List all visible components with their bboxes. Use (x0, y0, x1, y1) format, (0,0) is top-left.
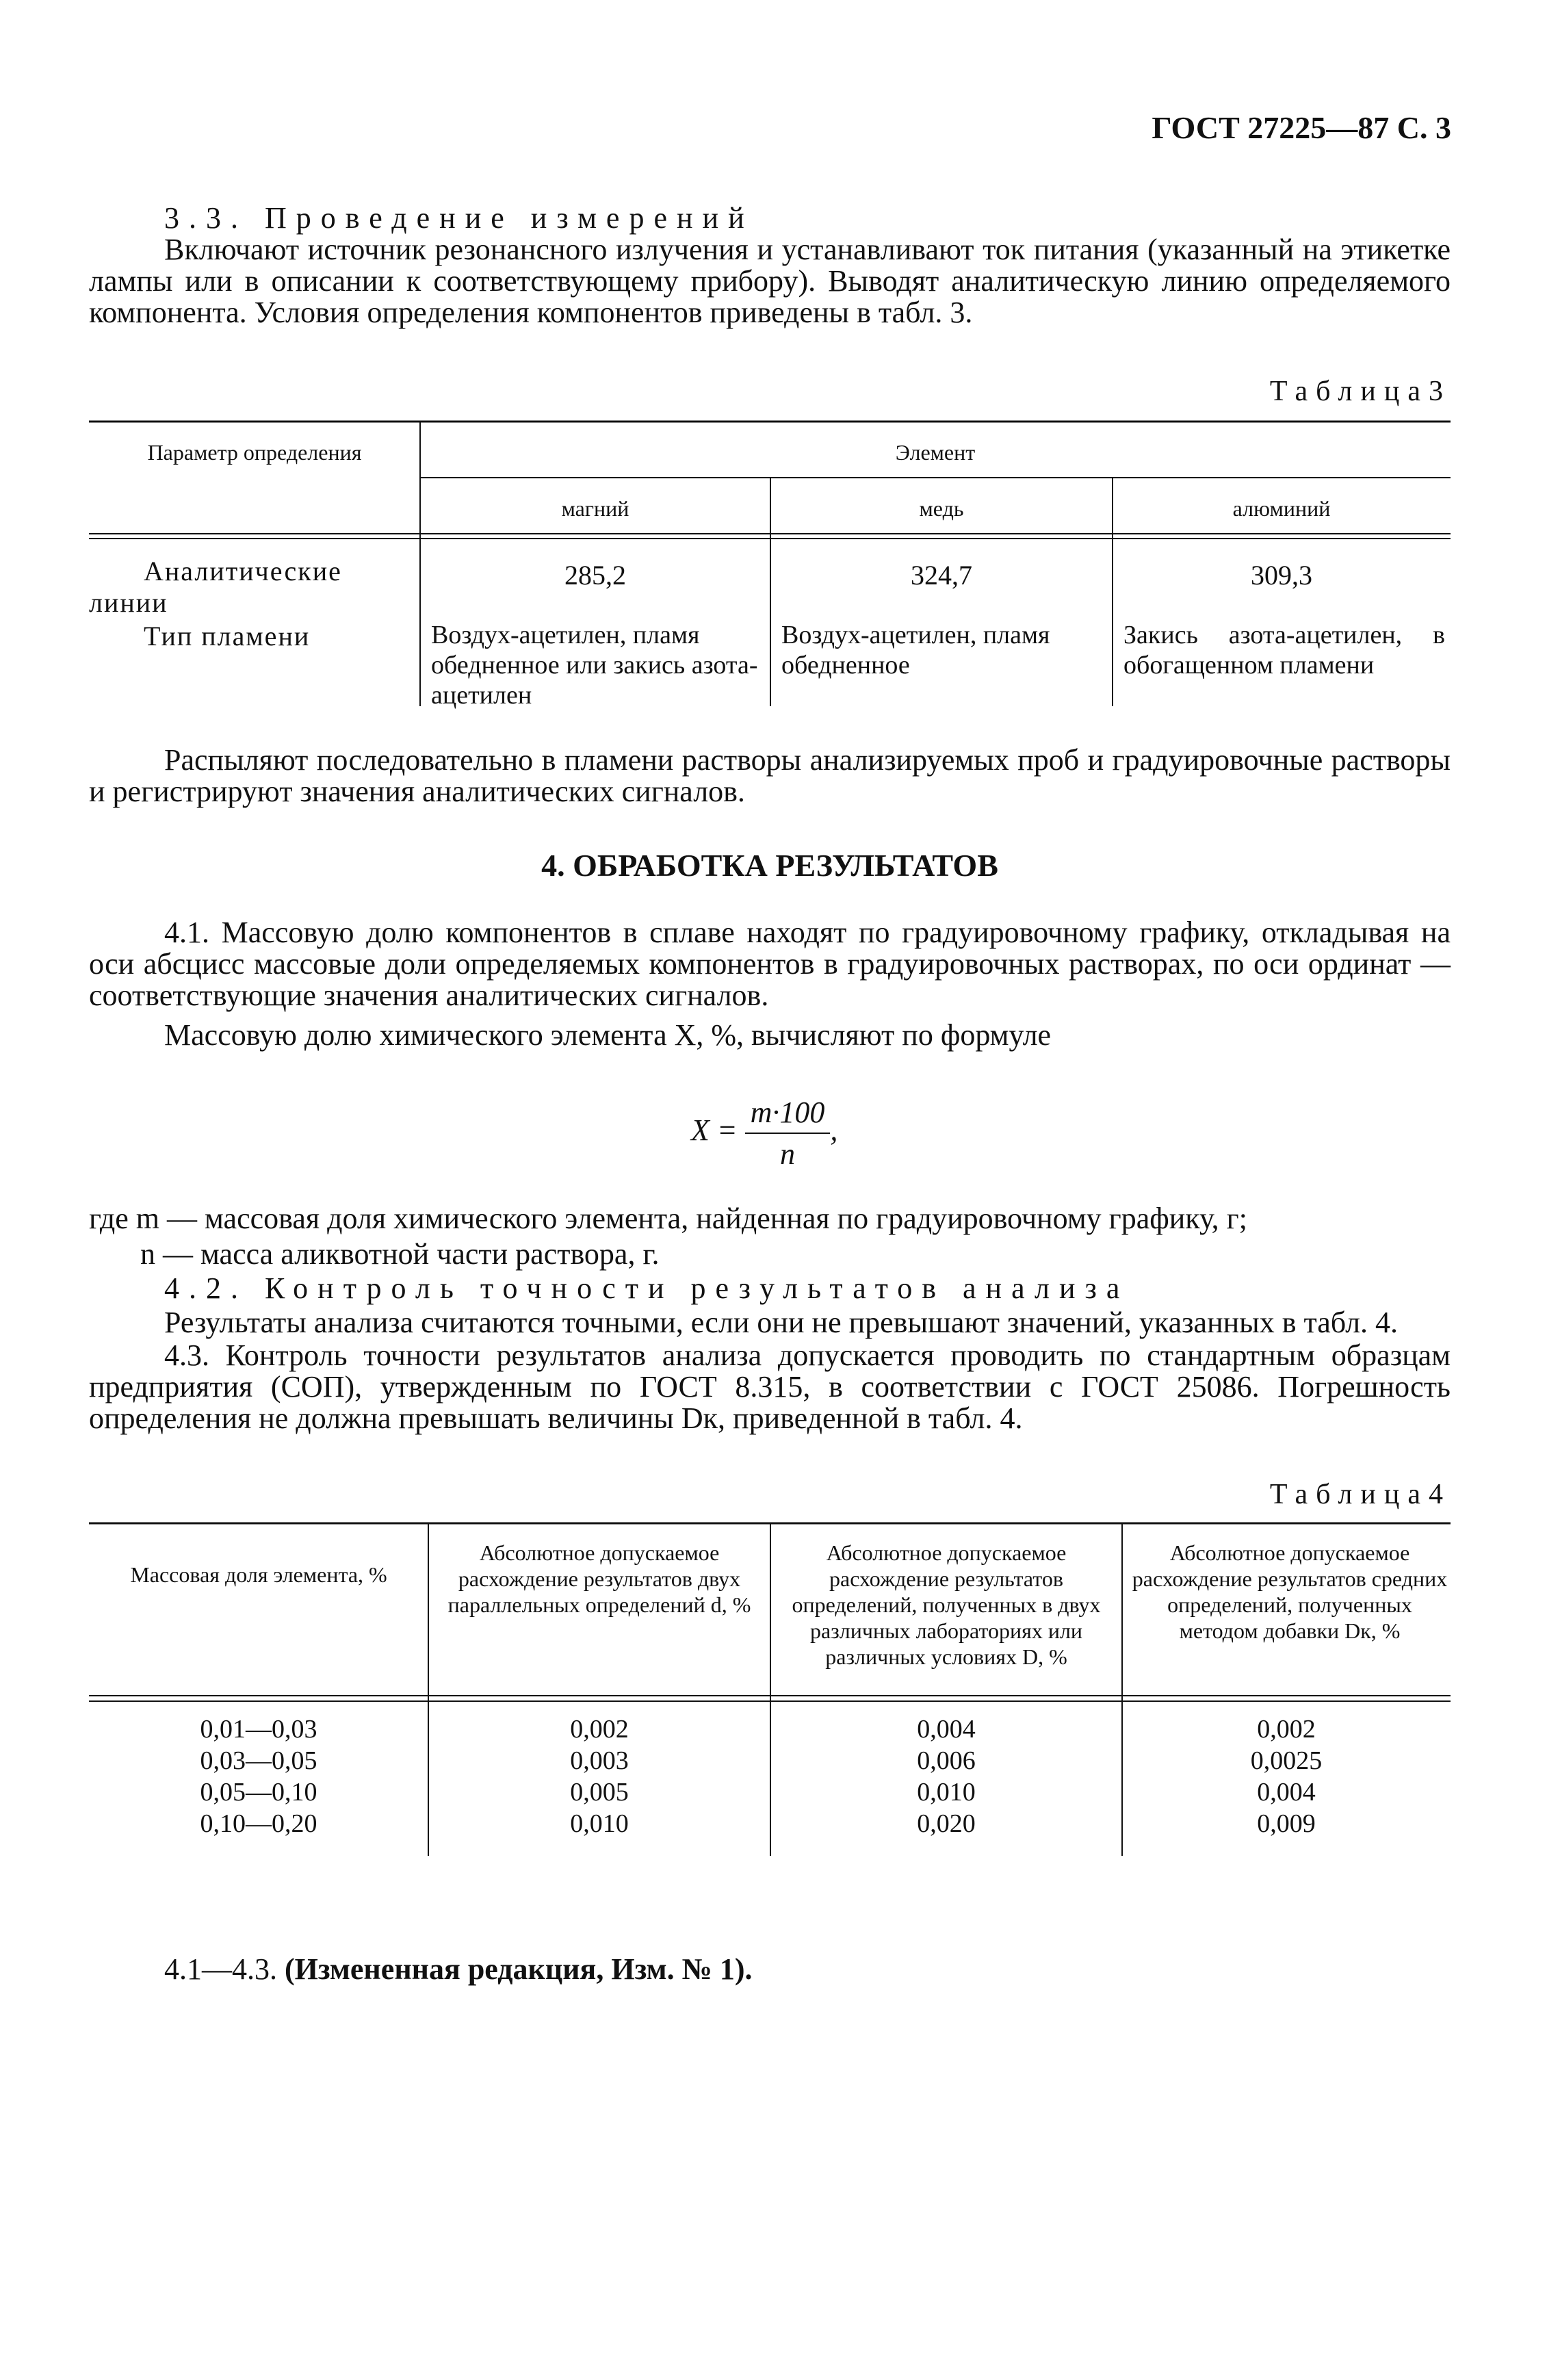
table4-cell: 0,002 (570, 1715, 629, 1744)
table-row (89, 1776, 1451, 1808)
formula-tail: , (830, 1113, 838, 1148)
table4-cell: 0,006 (917, 1746, 976, 1775)
where-n-line: n — масса аликвотной части раствора, г. (140, 1237, 660, 1271)
table4-cell: 0,0025 (1250, 1746, 1323, 1775)
table4-body (89, 1713, 1451, 1839)
table4-cell: 0,005 (570, 1778, 629, 1807)
table4 (89, 1521, 1451, 1856)
table3-row2-mg: Воздух-ацетилен, пламя обедненное или закись азота-ацетилен (431, 621, 758, 710)
section-4-2-text: Результаты анализа считаются точными, если они не превышают значений, указанных в табл. 4. (164, 1306, 1399, 1339)
table4-cell: 0,002 (1257, 1715, 1316, 1744)
formula-denominator: n (779, 1137, 795, 1171)
section-4-3-text: 4.3. Контроль точности результатов анализа допускается проводить по стандартным образцам предприятия (СОП), утвержденным по ГОСТ 8.315, в соответствии с ГОСТ 25086. Погрешность определения не должна превышать величины Dк, приведенной в табл. 4. (89, 1338, 1451, 1435)
formula-lhs: X = (691, 1113, 738, 1148)
table3-label: Таблица3 (1269, 376, 1451, 407)
table3-row1-label: Аналитические линии (89, 556, 342, 618)
table3-row1-mg: 285,2 (564, 560, 626, 591)
section-4-1-text: 4.1. Массовую долю компонентов в сплаве находят по градуировочному графику, откладывая на оси абсцисс массовые доли определяемых компонентов в градуировочных растворах, по оси ординат — соответствующие значения аналитических сигналов. (89, 916, 1451, 1012)
section-4-1-formula-intro: Массовую долю химического элемента X, %, вычисляют по формуле (164, 1018, 1052, 1052)
table4-cell: 0,01—0,03 (200, 1715, 317, 1744)
table4-header-addition: Абсолютное допускаемое расхождение результатов средних определений, полученных методом добавки Dк, % (1132, 1540, 1448, 1643)
table3-header-param: Параметр определения (147, 440, 362, 465)
table3-row1-al: 309,3 (1251, 560, 1312, 591)
table4-cell: 0,020 (917, 1809, 976, 1838)
section-4-title: 4. ОБРАБОТКА РЕЗУЛЬТАТОВ (541, 848, 998, 883)
table4-header-mass-fraction: Массовая доля элемента, % (130, 1562, 387, 1587)
table4-cell: 0,010 (570, 1809, 629, 1838)
amendment-text: (Измененная редакция, Изм. № 1). (285, 1952, 753, 1986)
amendment-note (164, 1954, 752, 1985)
table3-col-magnesium: магний (561, 496, 629, 521)
table4-cell: 0,009 (1257, 1809, 1316, 1838)
section-3-3-text: Включают источник резонансного излучения и устанавливают ток питания (указанный на этикетке лампы или в описании к соответствующему прибору). Выводят аналитическую линию определяемого компонента. Условия определения компонентов приведены в табл. 3. (89, 233, 1451, 329)
section-4-2-title: 4.2. Контроль точности результатов анализа (164, 1271, 1130, 1305)
table4-cell: 0,004 (1257, 1778, 1316, 1807)
formula (691, 1095, 837, 1172)
table3-col-aluminium: алюминий (1232, 496, 1331, 521)
table4-header-parallel: Абсолютное допускаемое расхождение результатов двух параллельных определений d, % (447, 1540, 751, 1617)
table4-label: Таблица4 (1269, 1479, 1451, 1510)
table3-row2-cu: Воздух-ацетилен, пламя обедненное (781, 621, 1050, 680)
section-3-3-title: 3.3. Проведение измерений (164, 201, 754, 235)
table4-cell: 0,003 (570, 1746, 629, 1775)
table3-col-copper: медь (919, 496, 964, 521)
table4-header-labs: Абсолютное допускаемое расхождение результатов определений, полученных в двух различных лабораториях или различных условиях D, % (792, 1540, 1101, 1669)
table-row (89, 1713, 1451, 1745)
table4-cell: 0,10—0,20 (200, 1809, 317, 1838)
table3-header-element: Элемент (895, 440, 976, 465)
paragraph-after-table3: Распыляют последовательно в пламени растворы анализируемых проб и градуировочные растворы и регистрируют значения аналитических сигналов. (89, 743, 1451, 808)
table3 (89, 419, 1451, 710)
table3-row2-al: Закись азота-ацетилен, в обогащенном пламени (1123, 621, 1445, 680)
where-m-line: где m — массовая доля химического элемента, найденная по градуировочному графику, г; (89, 1202, 1247, 1235)
table-row (89, 1745, 1451, 1776)
table3-row2-label: Тип пламени (144, 621, 311, 651)
table3-row1-cu: 324,7 (911, 560, 972, 591)
formula-fraction (745, 1095, 831, 1172)
page-header: ГОСТ 27225—87 С. 3 (1152, 110, 1451, 145)
table4-cell: 0,010 (917, 1778, 976, 1807)
amendment-prefix: 4.1—4.3. (164, 1952, 277, 1986)
table-row (89, 1808, 1451, 1839)
formula-numerator: m·100 (745, 1095, 831, 1134)
table4-cell: 0,004 (917, 1715, 976, 1744)
table4-cell: 0,05—0,10 (200, 1778, 317, 1807)
table4-cell: 0,03—0,05 (200, 1746, 317, 1775)
